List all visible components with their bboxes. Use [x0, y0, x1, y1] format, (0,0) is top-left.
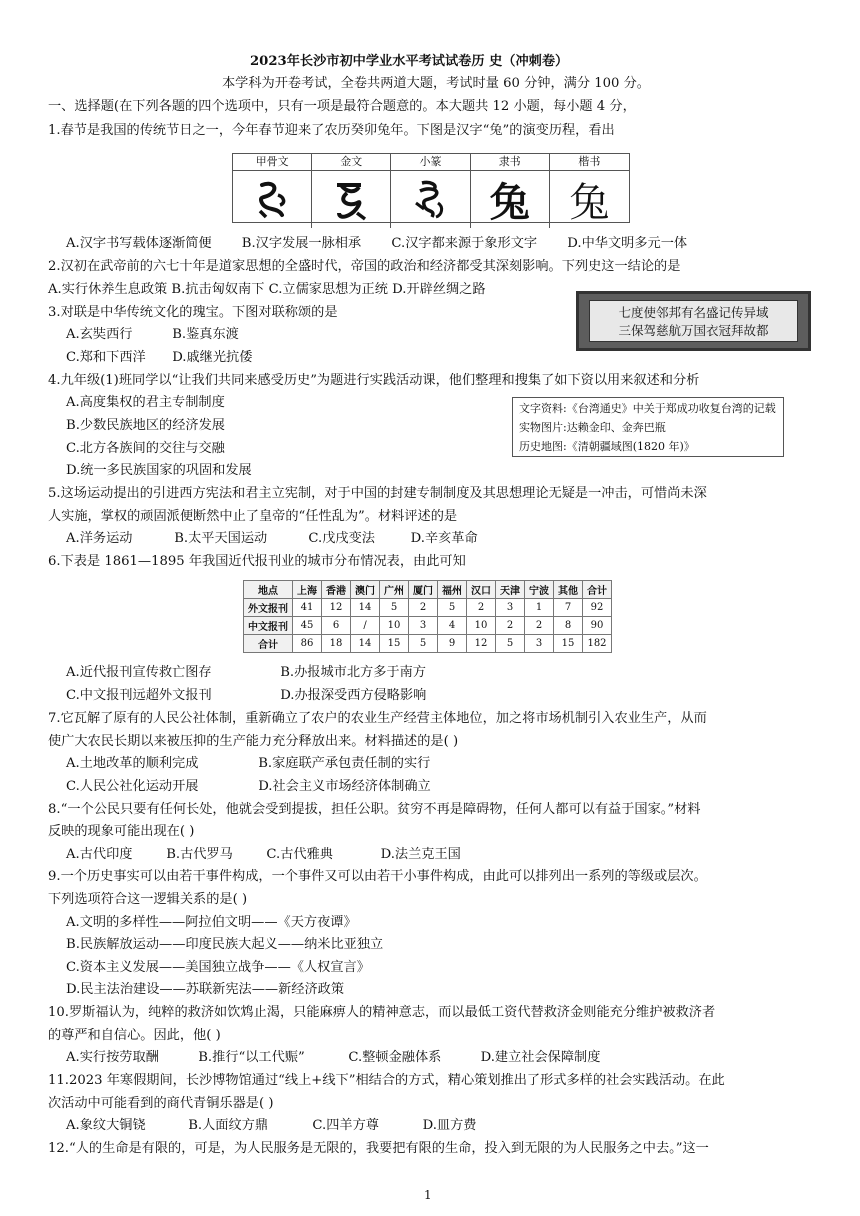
option-c: C.郑和下西洋 [66, 350, 146, 365]
question-4-stem: 4.九年级(1)班同学以“让我们共同来感受历史”为题进行实践活动课，他们整理和搜集了如下资以用来叙述和分析 [48, 373, 700, 388]
script-regular: 楷书 兔 [550, 154, 629, 228]
option-b: B.民族解放运动——印度民族大起义——纳米比亚独立 [66, 937, 384, 952]
option-c: C.古代雅典 [266, 847, 333, 862]
oracle-bone-rabbit-glyph [248, 177, 296, 223]
table-cell: 15 [380, 635, 409, 653]
table-cell: 10 [380, 617, 409, 635]
table-cell: 2 [496, 617, 525, 635]
table-cell: 福州 [438, 581, 467, 599]
table-row [244, 635, 612, 653]
option-a: A.象纹大铜铙 [66, 1118, 146, 1133]
option-a: A.汉字书写载体逐渐简便 [66, 236, 212, 251]
table-cell: 86 [293, 635, 322, 653]
option-a: A.土地改革的顺利完成 [66, 756, 199, 771]
table-cell: 5 [380, 599, 409, 617]
question-7-options-row1 [66, 755, 430, 772]
option-d: D.皿方费 [422, 1118, 477, 1133]
option-a: A.古代印度 [66, 847, 133, 862]
option-a: A.近代报刊宣传救亡图存 [66, 665, 212, 680]
question-9-stem-line2: 下列选项符合这一逻辑关系的是( ) [48, 892, 248, 907]
question-5-stem-line2: 人实施，掌权的顽固派便断然中止了皇帝的“任性乱为”。材料评述的是 [48, 509, 458, 524]
option-c: C.戊戌变法 [308, 531, 375, 546]
question-8-options [66, 846, 461, 863]
table-header-row [244, 581, 612, 599]
option-d: D.辛亥革命 [410, 531, 478, 546]
table-cell: 厦门 [409, 581, 438, 599]
option-b: B.少数民族地区的经济发展 [66, 418, 225, 433]
question-7-options-row2 [66, 778, 431, 795]
question-5-options [66, 530, 478, 547]
option-c: C.四羊方尊 [312, 1118, 379, 1133]
table-cell: 3 [409, 617, 438, 635]
table-cell: 其他 [554, 581, 583, 599]
option-d: D.建立社会保障制度 [480, 1050, 601, 1065]
table-cell: 18 [322, 635, 351, 653]
clerical-rabbit-glyph: 兔 [489, 179, 530, 226]
question-7-stem-line1: 7.它瓦解了原有的人民公社体制，重新确立了农户的农业生产经营主体地位，加之将市场机制引入农业生产，从而 [48, 711, 707, 726]
script-clerical: 隶书 兔 [471, 154, 550, 228]
table-row [244, 617, 612, 635]
material-map: 历史地图:《清朝疆域图(1820 年)》 [519, 440, 695, 453]
table-cell: 5 [496, 635, 525, 653]
table-cell: 12 [467, 635, 496, 653]
table-cell: 地点 [244, 581, 293, 599]
question-10-stem-line1: 10.罗斯福认为，纯粹的救济如饮鸩止渴，只能麻痹人的精神意志，而以最低工资代替救济金则能充分维护被救济者 [48, 1005, 716, 1020]
table-cell: 45 [293, 617, 322, 635]
question-11-options [66, 1117, 476, 1134]
couplet-line-1: 七度使邻邦有名盛记传异域 [618, 305, 769, 320]
option-d: D.办报深受西方侵略影响 [280, 688, 427, 703]
table-cell: 天津 [496, 581, 525, 599]
table-row [244, 599, 612, 617]
table-cell: 5 [438, 599, 467, 617]
question-12-stem: 12.“人的生命是有限的，可是，为人民服务是无限的，我要把有限的生命，投入到无限的为人民服务之中去。”这一 [48, 1141, 709, 1156]
option-c: C.人民公社化运动开展 [66, 779, 199, 794]
option-d: D.法兰克王国 [380, 847, 461, 862]
option-d: D.民主法治建设——苏联新宪法——新经济政策 [66, 982, 345, 997]
option-d: D.社会主义市场经济体制确立 [258, 779, 431, 794]
question-6-options-row1 [66, 664, 426, 681]
question-8-stem-line2: 反映的现象可能出现在( ) [48, 824, 195, 839]
option-b: B.人面纹方鼎 [188, 1118, 269, 1133]
table-cell: 外文报刊 [244, 599, 293, 617]
table-cell: 中文报刊 [244, 617, 293, 635]
script-oracle: 甲骨文 [233, 154, 312, 228]
table-cell: 合计 [244, 635, 293, 653]
table-cell: 3 [525, 635, 554, 653]
small-seal-rabbit-glyph [406, 177, 454, 223]
question-8-stem-line1: 8.“一个公民只要有任何长处，他就会受到提拔，担任公职。贫穷不再是障碍物，任何人都可以有益于国家。”材料 [48, 802, 701, 817]
table-cell: 10 [467, 617, 496, 635]
table-cell: 2 [467, 599, 496, 617]
table-cell: 41 [293, 599, 322, 617]
table-cell: 广州 [380, 581, 409, 599]
question-5-stem-line1: 5.这场运动提出的引进西方宪法和君主立宪制，对于中国的封建专制制度及其思想理论无疑是一冲击，可惜尚未深 [48, 486, 707, 501]
question-3-options-row2 [66, 349, 252, 366]
question-11-stem-line2: 次活动中可能看到的商代青铜乐器是( ) [48, 1096, 274, 1111]
table-cell: 澳门 [351, 581, 380, 599]
table-cell: 15 [554, 635, 583, 653]
script-bronze: 金文 [312, 154, 391, 228]
question-9-stem-line1: 9.一个历史事实可以由若干事件构成，一个事件又可以由若干小事件构成，由此可以排列出一系列的等级或层次。 [48, 869, 707, 884]
materials-box [512, 397, 784, 457]
couplet-image [576, 291, 811, 351]
option-b: B.古代罗马 [166, 847, 233, 862]
table-cell: 12 [322, 599, 351, 617]
table-cell: 7 [554, 599, 583, 617]
option-b: B.家庭联产承包责任制的实行 [258, 756, 431, 771]
question-11-stem-line1: 11.2023 年寒假期间，长沙博物馆通过“线上+线下”相结合的方式，精心策划推出了形式多样的社会实践活动。在此 [48, 1073, 725, 1088]
option-b: B.汉字发展一脉相承 [241, 236, 362, 251]
page-number: 1 [424, 1188, 432, 1202]
option-c: C.中文报刊远超外文报刊 [66, 688, 212, 703]
option-a: A.洋务运动 [66, 531, 133, 546]
question-10-options [66, 1049, 600, 1066]
option-b: B.鉴真东渡 [172, 327, 239, 342]
table-cell: 9 [438, 635, 467, 653]
table-cell: 4 [438, 617, 467, 635]
regular-rabbit-glyph: 兔 [569, 180, 610, 226]
question-6-stem: 6.下表是 1861—1895 年我国近代报刊业的城市分布情况表，由此可知 [48, 554, 466, 569]
table-cell: 14 [351, 635, 380, 653]
question-3-options-row1 [66, 326, 239, 343]
table-cell: 182 [583, 635, 612, 653]
table-cell: / [351, 617, 380, 635]
question-6-options-row2 [66, 687, 426, 704]
option-c: C.整顿金融体系 [348, 1050, 442, 1065]
question-2-options: A.实行休养生息政策 B.抗击匈奴南下 C.立儒家思想为正统 D.开辟丝绸之路 [48, 282, 486, 297]
option-c: C.汉字都来源于象形文字 [391, 236, 538, 251]
question-2-stem: 2.汉初在武帝前的六七十年是道家思想的全盛时代，帝国的政治和经济都受其深刻影响。下列史这一结论的是 [48, 259, 681, 274]
question-3-stem: 3.对联是中华传统文化的瑰宝。下图对联称颂的是 [48, 305, 338, 320]
option-a: A.高度集权的君主专制制度 [66, 395, 225, 410]
option-a: A.实行按劳取酬 [66, 1050, 159, 1065]
table-cell: 6 [322, 617, 351, 635]
exam-instructions: 本学科为开卷考试，全卷共两道大题，考试时量 60 分钟，满分 100 分。 [222, 76, 650, 91]
option-d: D.统一多民族国家的巩固和发展 [66, 463, 252, 478]
question-10-stem-line2: 的尊严和自信心。因此，他( ) [48, 1028, 221, 1043]
option-c: C.资本主义发展——美国独立战争——《人权宣言》 [66, 960, 370, 975]
table-cell: 1 [525, 599, 554, 617]
question-7-stem-line2: 使广大农民长期以来被压抑的生产能力充分释放出来。材料描述的是( ) [48, 734, 459, 749]
material-object: 实物图片:达赖金印、金奔巴瓶 [519, 421, 666, 434]
couplet-line-2: 三保驾慈航万国衣冠拜故都 [618, 323, 769, 338]
table-cell: 2 [409, 599, 438, 617]
table-cell: 合计 [583, 581, 612, 599]
option-d: D.中华文明多元一体 [567, 236, 688, 251]
option-c: C.北方各族间的交往与交融 [66, 441, 225, 456]
table-cell: 3 [496, 599, 525, 617]
table-cell: 汉口 [467, 581, 496, 599]
table-cell: 香港 [322, 581, 351, 599]
option-d: D.戚继光抗倭 [172, 350, 253, 365]
material-text: 文字资料:《台湾通史》中关于郑成功收复台湾的记载 [519, 402, 776, 415]
table-cell: 14 [351, 599, 380, 617]
question-1-options [66, 235, 687, 252]
table-cell: 宁波 [525, 581, 554, 599]
table-cell: 8 [554, 617, 583, 635]
table-cell: 上海 [293, 581, 322, 599]
script-small-seal: 小篆 [391, 154, 470, 228]
table-cell: 90 [583, 617, 612, 635]
question-1-stem: 1.春节是我国的传统节日之一，今年春节迎来了农历癸卯兔年。下图是汉字“兔”的演变历程，看出 [48, 123, 615, 138]
table-cell: 5 [409, 635, 438, 653]
table-cell: 2 [525, 617, 554, 635]
bronze-rabbit-glyph [327, 177, 375, 223]
option-b: B.推行“以工代赈” [198, 1050, 305, 1065]
option-b: B.办报城市北方多于南方 [280, 665, 426, 680]
option-b: B.太平天国运动 [174, 531, 268, 546]
rabbit-character-evolution-figure [232, 153, 630, 226]
option-a: A.玄奘西行 [66, 327, 133, 342]
section-heading: 一、选择题(在下列各题的四个选项中，只有一项是最符合题意的。本大题共 12 小题，每小题 4 分， [48, 99, 636, 114]
press-distribution-table [243, 580, 612, 653]
table-cell: 92 [583, 599, 612, 617]
exam-title: 2023年长沙市初中学业水平考试试卷历 史（冲刺卷） [250, 54, 569, 69]
option-a: A.文明的多样性——阿拉伯文明——《天方夜谭》 [66, 915, 357, 930]
